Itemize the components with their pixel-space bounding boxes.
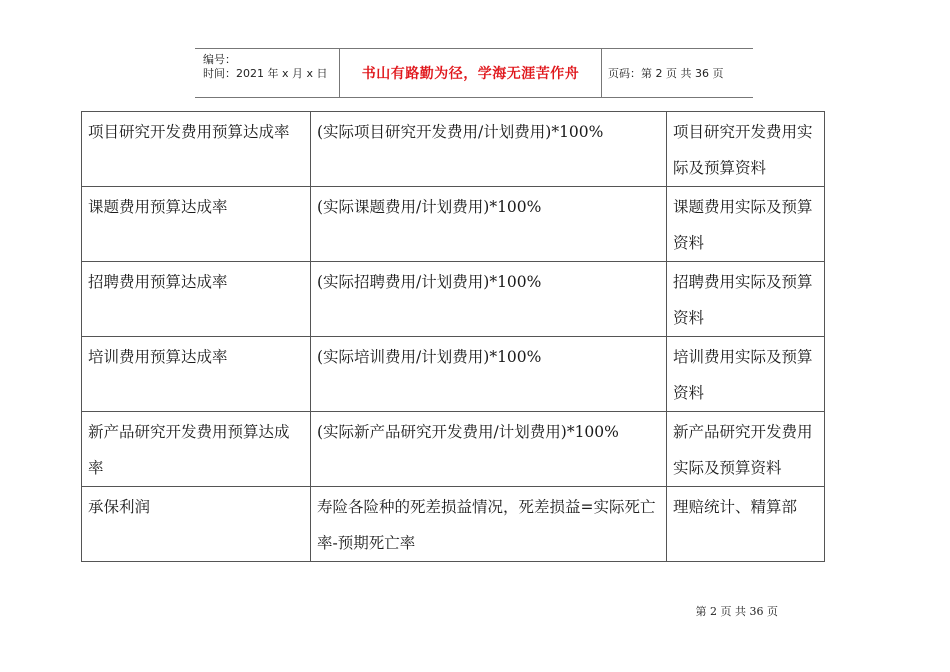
header-page-cell bbox=[602, 49, 759, 97]
number-label: 编号： bbox=[203, 53, 236, 66]
indicator-formula: (实际招聘费用/计划费用)*100% bbox=[311, 262, 667, 337]
indicator-formula: 寿险各险种的死差损益情况，死差损益=实际死亡率-预期死亡率 bbox=[311, 487, 667, 562]
header-motto-cell bbox=[340, 49, 602, 97]
table-row bbox=[82, 337, 825, 412]
page-header bbox=[195, 48, 753, 98]
indicator-name: 新产品研究开发费用预算达成率 bbox=[82, 412, 311, 487]
indicator-source: 课题费用实际及预算资料 bbox=[667, 187, 825, 262]
indicator-name: 项目研究开发费用预算达成率 bbox=[82, 112, 311, 187]
indicator-source: 招聘费用实际及预算资料 bbox=[667, 262, 825, 337]
indicator-table bbox=[81, 111, 825, 562]
page-footer: 第 2 页 共 36 页 bbox=[695, 605, 778, 618]
table-row bbox=[82, 112, 825, 187]
table-row bbox=[82, 187, 825, 262]
indicator-formula: (实际培训费用/计划费用)*100% bbox=[311, 337, 667, 412]
indicator-source: 培训费用实际及预算资料 bbox=[667, 337, 825, 412]
table-row bbox=[82, 487, 825, 562]
indicator-name: 培训费用预算达成率 bbox=[82, 337, 311, 412]
header-info-cell bbox=[195, 49, 340, 97]
table-row bbox=[82, 262, 825, 337]
page-code: 页码：第 2 页 共 36 页 bbox=[608, 66, 724, 80]
indicator-name: 承保利润 bbox=[82, 487, 311, 562]
indicator-source: 新产品研究开发费用实际及预算资料 bbox=[667, 412, 825, 487]
table-row bbox=[82, 412, 825, 487]
indicator-name: 招聘费用预算达成率 bbox=[82, 262, 311, 337]
indicator-formula: (实际课题费用/计划费用)*100% bbox=[311, 187, 667, 262]
indicator-formula: (实际新产品研究开发费用/计划费用)*100% bbox=[311, 412, 667, 487]
indicator-source: 项目研究开发费用实际及预算资料 bbox=[667, 112, 825, 187]
indicator-formula: (实际项目研究开发费用/计划费用)*100% bbox=[311, 112, 667, 187]
time-label: 时间：2021 年 x 月 x 日 bbox=[203, 67, 328, 80]
motto-text: 书山有路勤为径，学海无涯苦作舟 bbox=[361, 66, 580, 82]
indicator-source: 理赔统计、精算部 bbox=[667, 487, 825, 562]
indicator-name: 课题费用预算达成率 bbox=[82, 187, 311, 262]
